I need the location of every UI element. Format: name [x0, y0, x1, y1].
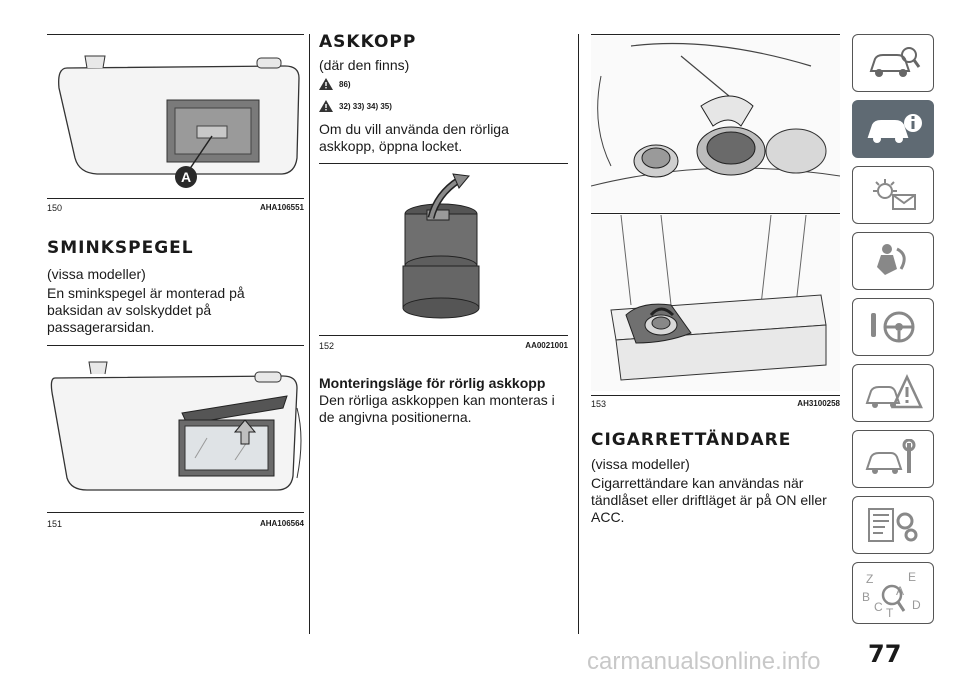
fig153-code: AH3100258: [797, 399, 840, 408]
fig150-number: 150: [47, 203, 63, 213]
fig152-caption: [319, 341, 568, 351]
index-letter-d: D: [912, 598, 921, 612]
tab-dashboard-lights[interactable]: [852, 166, 934, 224]
fig153-bottom-rule: [591, 395, 840, 396]
tab-airbag-seat[interactable]: [852, 232, 934, 290]
fig153-middle-rule: [591, 213, 840, 214]
qualifier-cigarrettandare: (vissa modeller): [591, 456, 690, 472]
warning-ref-2-text: 32) 33) 34) 35): [339, 101, 392, 111]
fig152-number: 152: [319, 341, 335, 351]
index-magnifier-handle: [898, 602, 904, 611]
fig152-top-rule: [319, 163, 568, 164]
body-cigarrettandare: Cigarrettändare kan användas när tändlåset eller driftläget är på ON eller ACC.: [591, 475, 827, 525]
warning-triangle-icon: [319, 100, 333, 112]
airbag-seat-icon: [863, 241, 923, 281]
fig153-number: 153: [591, 399, 607, 409]
tab-car-magnifier[interactable]: [852, 34, 934, 92]
tab-alphabet-index[interactable]: [852, 562, 934, 624]
fig151-number: 151: [47, 519, 63, 529]
fig151-vanity-mirror-illustration: [47, 348, 304, 506]
fig151-code: AHA106564: [259, 519, 304, 528]
callout-a-badge: [175, 166, 197, 188]
index-letter-t: T: [886, 606, 894, 619]
fig150-code: AHA106551: [259, 203, 304, 212]
index-letter-a: A: [896, 584, 905, 598]
fig153-console-ashtray-illustration: [591, 36, 840, 212]
warning-ref-2: [319, 100, 392, 112]
fig153-top-rule: [591, 34, 840, 35]
warning-triangle-icon: [319, 78, 333, 90]
page-number: 77: [868, 640, 902, 668]
car-warning-icon: [863, 373, 923, 413]
tab-car-warning[interactable]: [852, 364, 934, 422]
car-wrench-icon: [863, 439, 923, 479]
fig150-sun-visor-illustration: [47, 38, 304, 196]
fig151-top-rule: [47, 345, 304, 346]
car-info-icon: [863, 109, 923, 149]
car-magnifier-icon: [863, 43, 923, 83]
body-askkopp: Om du vill använda den rörliga askkopp, öppna locket.: [319, 121, 509, 154]
fig152-ashtray-illustration: [319, 166, 568, 330]
tab-steering-key[interactable]: [852, 298, 934, 356]
fig150-caption: [47, 203, 304, 213]
fig151-bottom-rule: [47, 512, 304, 513]
section-title-askkopp: ASKKOPP: [319, 32, 417, 52]
specs-gear-icon: [863, 505, 923, 545]
body-sminkspegel: En sminkspegel är monterad på baksidan av solskyddet på passagerarsidan.: [47, 285, 245, 335]
index-letter-e: E: [908, 570, 917, 584]
index-letter-c: C: [874, 600, 883, 614]
qualifier-askkopp: (där den finns): [319, 57, 410, 73]
fig150-top-rule: [47, 34, 304, 35]
warning-ref-1-text: 86): [339, 79, 351, 89]
section-title-cigarrettandare: CIGARRETTÄNDARE: [591, 430, 792, 450]
column-divider-1: [309, 34, 310, 634]
fig152-bottom-rule: [319, 335, 568, 336]
body-monteringslage: Den rörliga askkoppen kan monteras i de angivna positionerna.: [319, 392, 555, 425]
tab-car-wrench[interactable]: [852, 430, 934, 488]
watermark-text: carmanualsonline.info: [587, 648, 821, 675]
subheading-monteringslage: Monteringsläge för rörlig askkopp: [319, 375, 546, 391]
index-letter-z: Z: [866, 572, 874, 586]
column-divider-2: [578, 34, 579, 634]
fig153-rear-armrest-illustration: [591, 215, 840, 391]
alphabet-index-icon: [858, 567, 928, 619]
tab-specs-gear[interactable]: [852, 496, 934, 554]
fig152-code: AA0021001: [525, 341, 568, 350]
tab-car-info[interactable]: [852, 100, 934, 158]
callout-a-label: A: [180, 169, 192, 185]
fig150-bottom-rule: [47, 198, 304, 199]
steering-key-icon: [863, 307, 923, 347]
fig151-caption: [47, 519, 304, 529]
warning-ref-1: [319, 78, 351, 90]
section-title-sminkspegel: SMINKSPEGEL: [47, 238, 194, 258]
index-letter-b: B: [862, 590, 871, 604]
fig153-caption: [591, 399, 840, 409]
dashboard-lights-icon: [863, 175, 923, 215]
qualifier-sminkspegel: (vissa modeller): [47, 266, 146, 282]
